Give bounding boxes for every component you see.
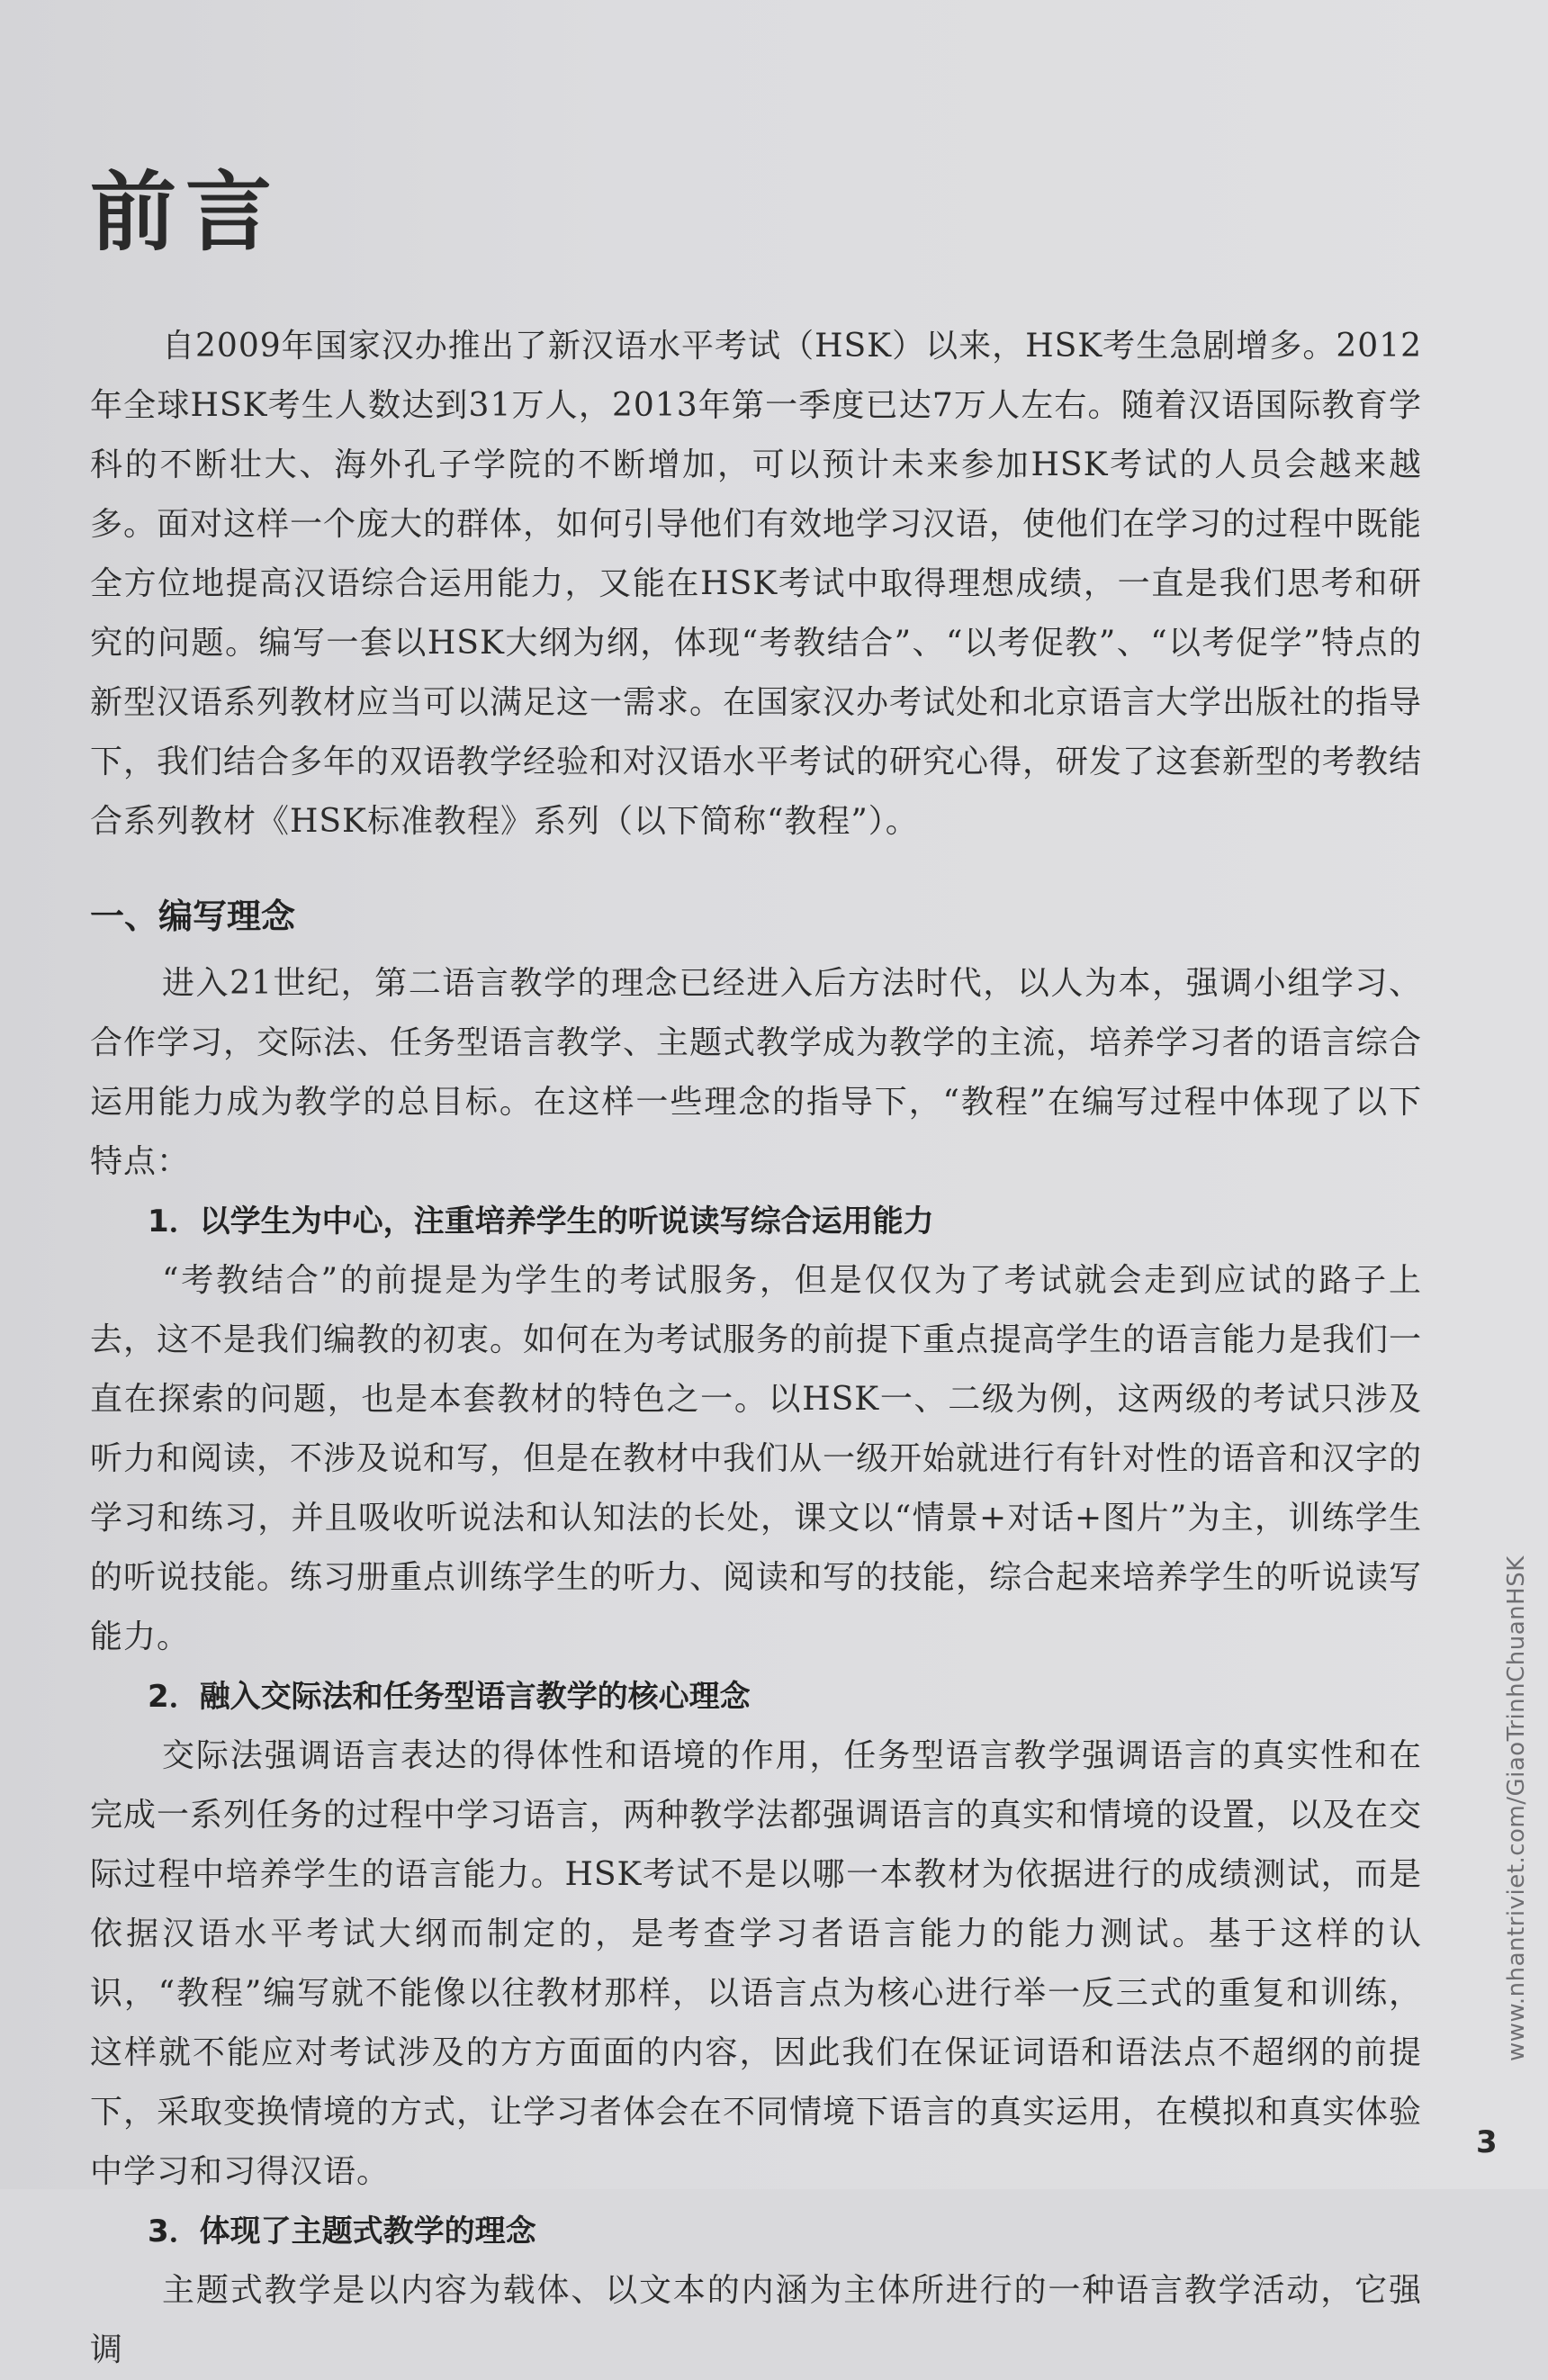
point-heading-1: 1．以学生为中心，注重培养学生的听说读写综合运用能力 bbox=[148, 1204, 934, 1240]
website-watermark: www.nhantriviet.com/GiaoTrinhChuanHSK bbox=[1503, 1555, 1530, 2061]
page-title: 前言 bbox=[90, 162, 281, 263]
point-paragraph-3: 主题式教学是以内容为载体、以文本的内涵为主体所进行的一种语言教学活动，它强调 bbox=[90, 2272, 1422, 2368]
point-heading-3: 3．体现了主题式教学的理念 bbox=[148, 2213, 536, 2249]
point-paragraph-1: “考教结合”的前提是为学生的考试服务，但是仅仅为了考试就会走到应试的路子上去，这不是我们编教的初衷。如何在为考试服务的前提下重点提高学生的语言能力是我们一直在探索的问题，也是本套教材的特色之一。以HSK一、二级为例，这两级的考试只涉及听力和阅读，不涉及说和写，但是在教材中我们从一级开始就进行有针对性的语音和汉字的学习和练习，并且吸收听说法和认知法的长处，课文以“情景+对话+图片”为主，训练学生的听说技能。练习册重点训练学生的听力、阅读和写的技能，综合起来培养学生的听说读写能力。 bbox=[90, 1262, 1423, 1655]
point-paragraph-2: 交际法强调语言表达的得体性和语境的作用，任务型语言教学强调语言的真实性和在完成一系列任务的过程中学习语言，两种教学法都强调语言的真实和情境的设置，以及在交际过程中培养学生的语言能力。HSK考试不是以哪一本教材为依据进行的成绩测试，而是依据汉语水平考试大纲而制定的，是考查学习者语言能力的能力测试。基于这样的认识，“教程”编写就不能像以往教材那样，以语言点为核心进行举一反三式的重复和训练，这样就不能应对考试涉及的方方面面的内容，因此我们在保证词语和语法点不超纲的前提下，采取变换情境的方式，让学习者体会在不同情境下语言的真实运用，在模拟和真实体验中学习和习得汉语。 bbox=[90, 1737, 1423, 2190]
section-intro-paragraph: 进入21世纪，第二语言教学的理念已经进入后方法时代，以人为本，强调小组学习、合作学习，交际法、任务型语言教学、主题式教学成为教学的主流，培养学习者的语言综合运用能力成为教学的总目标。在这样一些理念的指导下，“教程”在编写过程中体现了以下特点： bbox=[90, 965, 1423, 1180]
intro-paragraph: 自2009年国家汉办推出了新汉语水平考试（HSK）以来，HSK考生急剧增多。2012年全球HSK考生人数达到31万人，2013年第一季度已达7万人左右。随着汉语国际教育学科的不断壮大、海外孔子学院的不断增加，可以预计未来参加HSK考试的人员会越来越多。面对这样一个庞大的群体，如何引导他们有效地学习汉语，使他们在学习的过程中既能全方位地提高汉语综合运用能力，又能在HSK考试中取得理想成绩，一直是我们思考和研究的问题。编写一套以HSK大纲为纲，体现“考教结合”、“以考促教”、“以考促学”特点的新型汉语系列教材应当可以满足这一需求。在国家汉办考试处和北京语言大学出版社的指导下，我们结合多年的双语教学经验和对汉语水平考试的研究心得，研发了这套新型的考教结合系列教材《HSK标准教程》系列（以下简称“教程”）。 bbox=[90, 328, 1423, 840]
page-number: 3 bbox=[1476, 2124, 1498, 2160]
section-heading-writing-philosophy: 一、编写理念 bbox=[90, 897, 296, 936]
point-heading-2: 2．融入交际法和任务型语言教学的核心理念 bbox=[148, 1679, 751, 1715]
page-content bbox=[90, 317, 1422, 2380]
